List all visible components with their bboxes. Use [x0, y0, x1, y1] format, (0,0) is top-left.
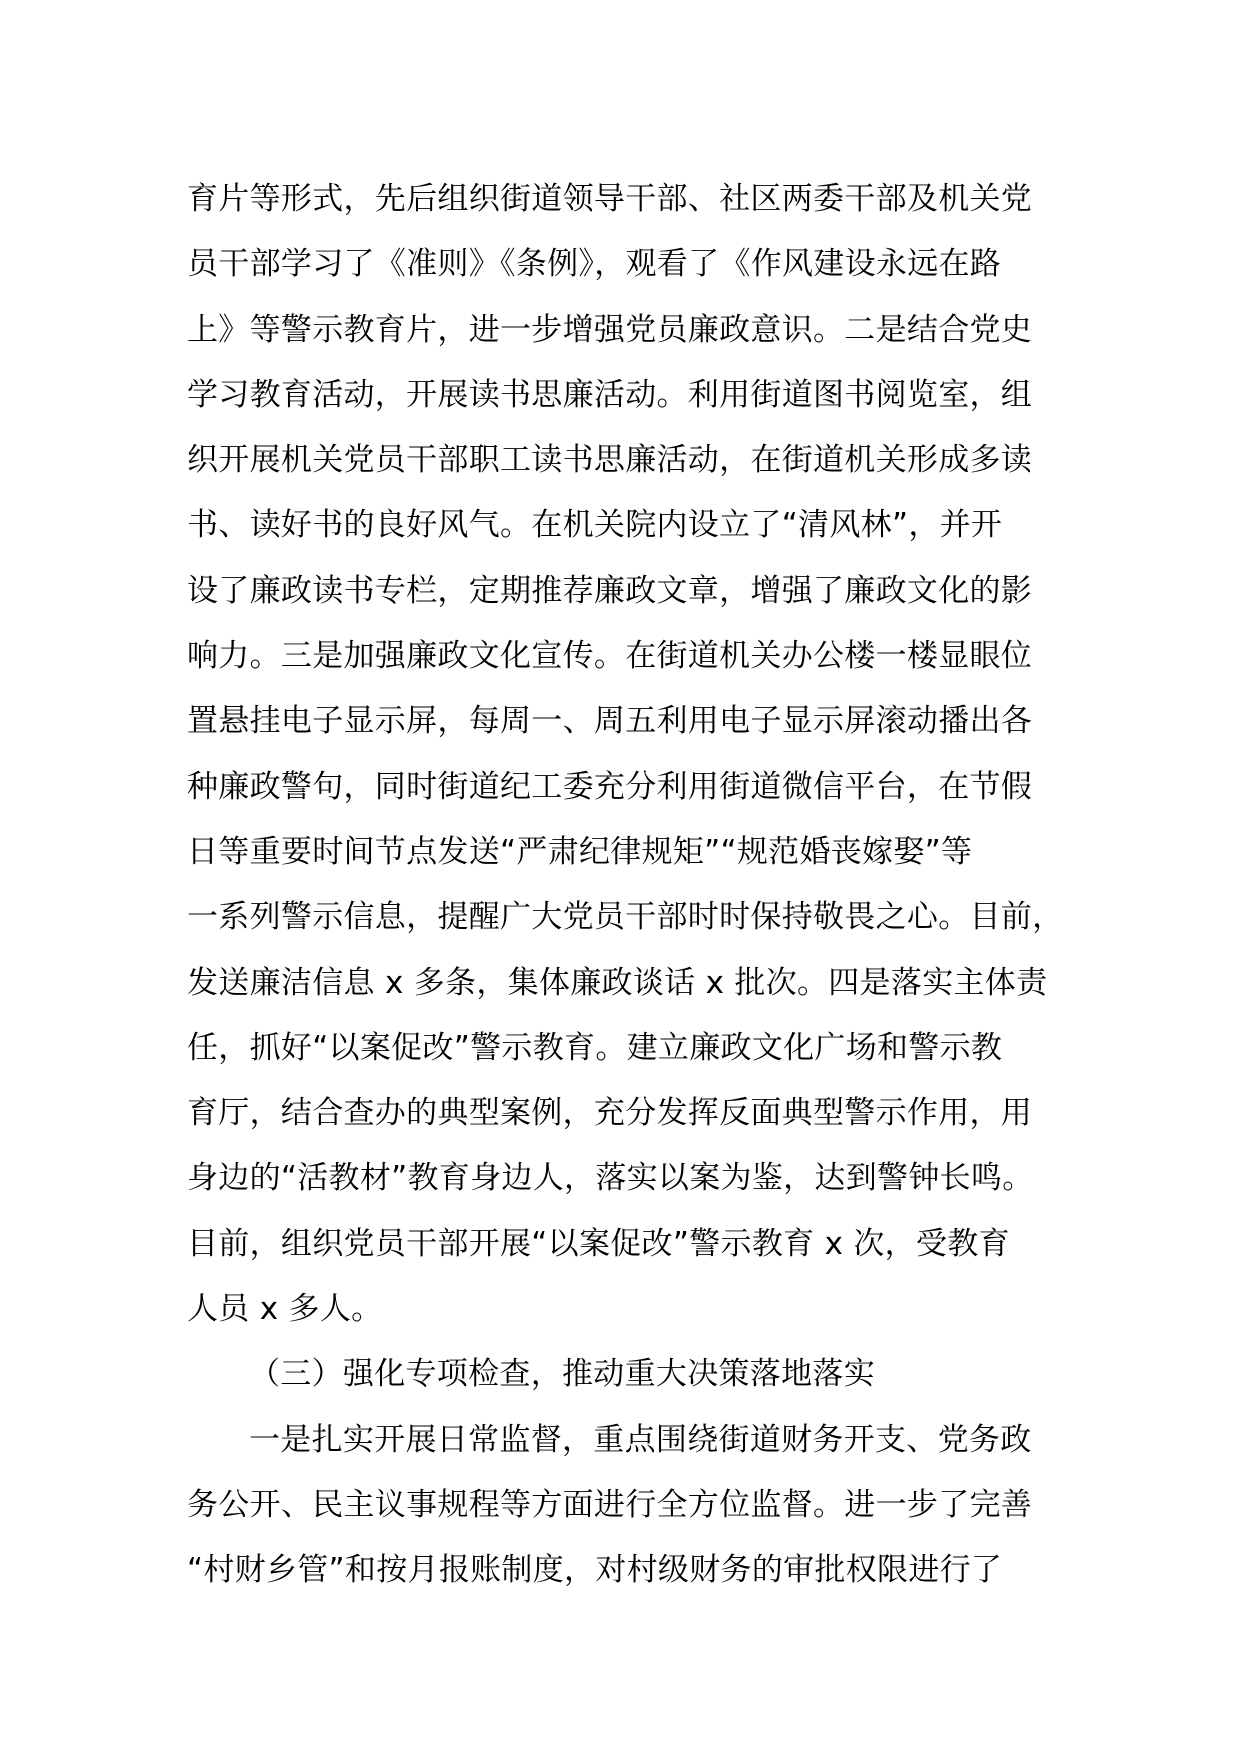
document-body: [187, 167, 1067, 1604]
body-line: 设了廉政读书专栏，定期推荐廉政文章，增强了廉政文化的影: [187, 572, 1033, 609]
body-line: 上》等警示教育片，进一步增强党员廉政意识。二是结合党史: [187, 311, 1033, 348]
body-line: 员干部学习了《准则》《条例》，观看了《作风建设永远在路: [187, 246, 1002, 283]
body-line: 响力。三是加强廉政文化宣传。在街道机关办公楼一楼显眼位: [187, 638, 1033, 675]
body-line: 育厅，结合查办的典型案例，充分发挥反面典型警示作用，用: [187, 1095, 1033, 1132]
body-line: 目前，组织党员干部开展“以案促改”警示教育 x 次，受教育: [187, 1225, 1010, 1262]
body-line: 一系列警示信息，提醒广大党员干部时时保持敬畏之心。目前，: [187, 899, 1064, 936]
body-line: 织开展机关党员干部职工读书思廉活动，在街道机关形成多读: [187, 442, 1033, 479]
body-line: 任，抓好“以案促改”警示教育。建立廉政文化广场和警示教: [187, 1029, 1003, 1066]
body-line: 日等重要时间节点发送“严肃纪律规矩”“规范婚丧嫁娶”等: [187, 833, 973, 870]
body-line: 学习教育活动，开展读书思廉活动。利用街道图书阅览室，组: [187, 376, 1033, 413]
section-heading: （三）强化专项检查，推动重大决策落地落实: [249, 1356, 875, 1393]
body-line: 育片等形式，先后组织街道领导干部、社区两委干部及机关党: [187, 181, 1033, 217]
body-line: 务公开、民主议事规程等方面进行全方位监督。进一步了完善: [187, 1486, 1033, 1523]
body-line: 发送廉洁信息 x 多条，集体廉政谈话 x 批次。四是落实主体责: [187, 964, 1048, 1001]
body-line: 人员 x 多人。: [187, 1291, 383, 1328]
body-line: “村财乡管”和按月报账制度，对村级财务的审批权限进行了: [187, 1552, 1003, 1589]
body-line: 书、读好书的良好风气。在机关院内设立了“清风林”，并开: [187, 507, 1003, 544]
body-line: 种廉政警句，同时街道纪工委充分利用街道微信平台，在节假: [187, 768, 1033, 805]
paragraph-first-line: 一是扎实开展日常监督，重点围绕街道财务开支、党务政: [249, 1421, 1032, 1458]
body-line: 置悬挂电子显示屏，每周一、周五利用电子显示屏滚动播出各: [187, 703, 1033, 740]
body-line: 身边的“活教材”教育身边人，落实以案为鉴，达到警钟长鸣。: [187, 1160, 1034, 1197]
